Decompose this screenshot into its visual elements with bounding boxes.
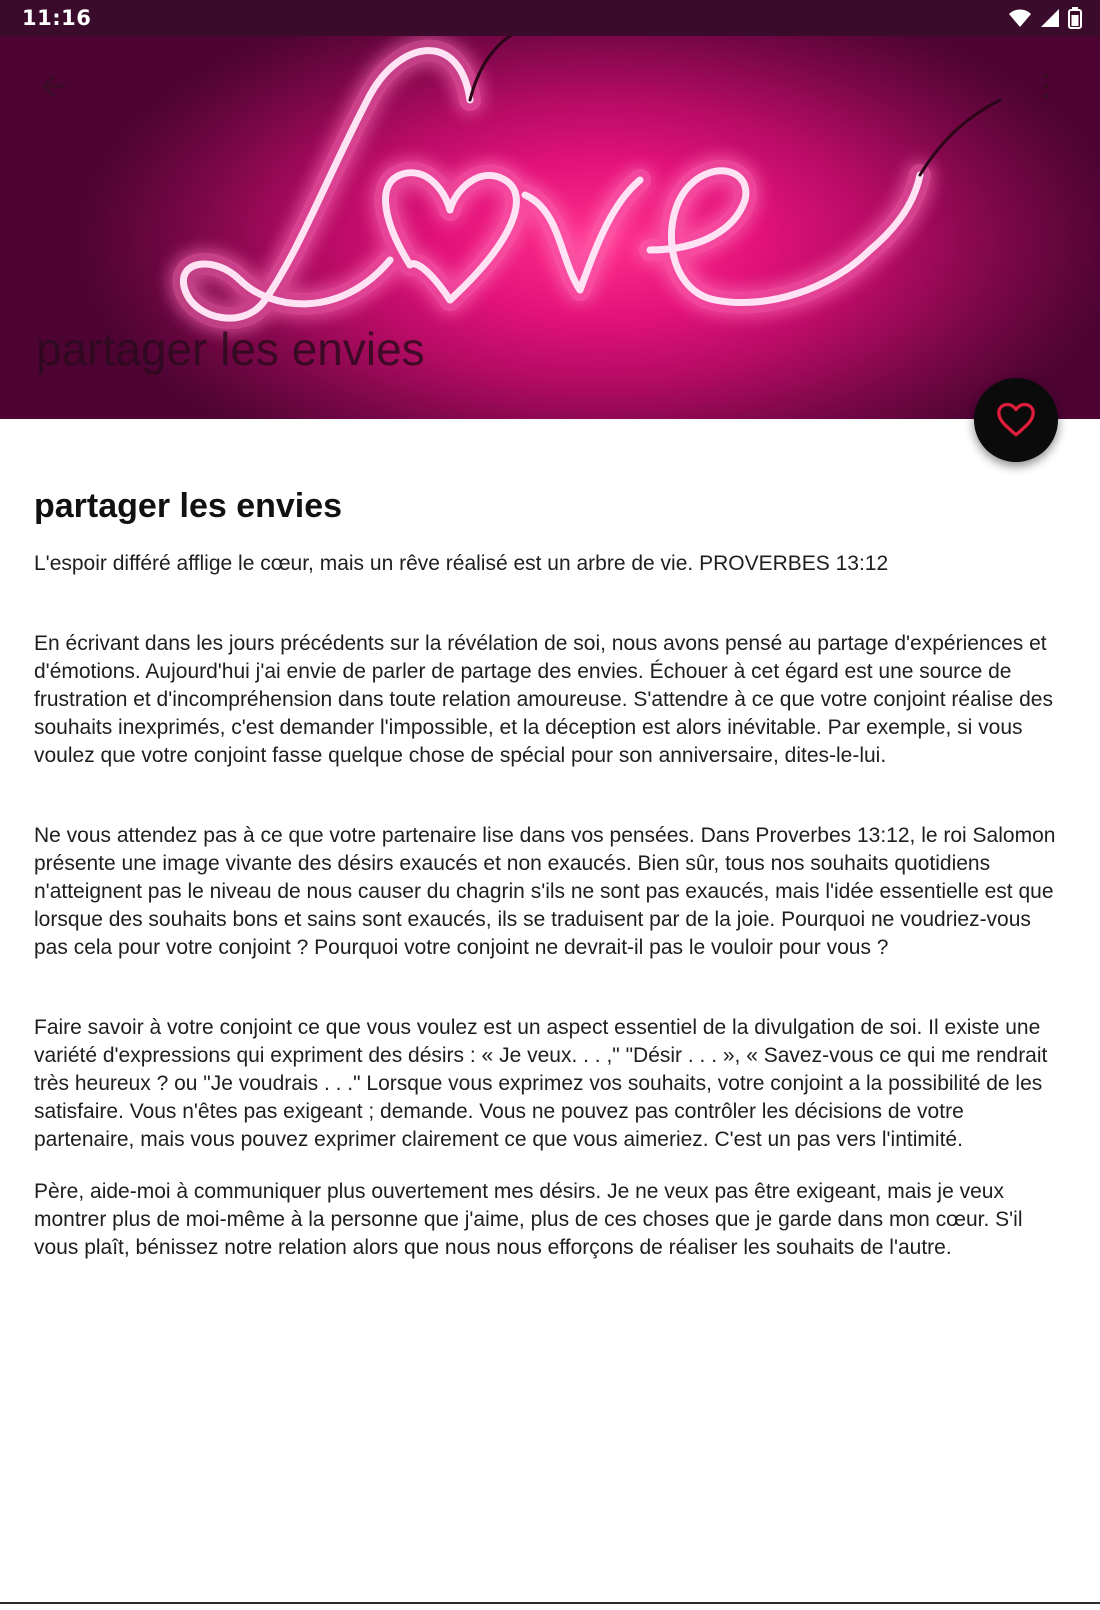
- battery-icon: [1068, 7, 1082, 29]
- header-image: [0, 0, 1100, 419]
- article-paragraph-2: Ne vous attendez pas à ce que votre partenaire lise dans vos pensées. Dans Proverbes 13:12, le roi Salomon présente une image vivante des désirs exaucés et non exaucés. Bien sûr, tous nos souhaits quotidiens n'atteignent pas le niveau de nous causer du chagrin s'ils ne sont pas exaucés, mais l'idée essentielle est que lorsque des souhaits bons et sains sont exaucés, ils se traduisent par de la joie. Pourquoi ne voudriez-vous pas cela pour votre conjoint ? Pourquoi votre conjoint ne devrait-il pas le vouloir pour vous ?: [34, 824, 1056, 959]
- article-paragraph-1: En écrivant dans les jours précédents sur la révélation de soi, nous avons pensé au partage d'expériences et d'émotions. Aujourd'hui j'ai envie de parler de partage des envies. Échouer à cet égard est une source de frustration et d'incompréhension dans toute relation amoureuse. S'attendre à ce que votre conjoint réalise des souhaits inexprimés, c'est demander l'impossible, et la déception est alors inévitable. Par exemple, si vous voulez que votre conjoint fasse quelque chose de spécial pour son anniversaire, dites-le-lui.: [34, 632, 1053, 767]
- status-time: 11:16: [22, 6, 92, 30]
- more-options-button[interactable]: [1032, 62, 1060, 110]
- toolbar-title: partager les envies: [36, 323, 425, 375]
- article-verse: L'espoir différé afflige le cœur, mais un rêve réalisé est un arbre de vie. PROVERBES 13:12: [34, 552, 889, 575]
- article-paragraph-3: Faire savoir à votre conjoint ce que vous voulez est un aspect essentiel de la divulgation de soi. Il existe une variété d'expressions qui expriment des désirs : « Je veux. . . ," "Désir . . . », « Savez-vous ce qui me rendrait très heureux ? ou "Je voudrais . . ." Lorsque vous exprimez vos souhaits, votre conjoint a la possibilité de les satisfaire. Vous n'êtes pas exigeant ; demande. Vous ne pouvez pas contrôler les décisions de votre partenaire, mais vous pouvez exprimer clairement ce que vous aimeriez. C'est un pas vers l'intimité.: [34, 1016, 1048, 1151]
- article-title: partager les envies: [34, 487, 343, 525]
- bottom-divider: [0, 1602, 1100, 1604]
- arrow-left-icon: [39, 71, 69, 101]
- wifi-icon: [1008, 8, 1032, 28]
- back-button[interactable]: [30, 62, 78, 110]
- article: [34, 484, 1066, 1262]
- status-icons: [1008, 7, 1082, 29]
- status-bar: [0, 0, 1100, 36]
- favorite-button[interactable]: [974, 378, 1058, 462]
- article-paragraph-4: Père, aide-moi à communiquer plus ouvertement mes désirs. Je ne veux pas être exigeant, mais je veux montrer plus de moi-même à la personne que j'aime, plus de ces choses que je garde dans mon cœur. S'il vous plaît, bénissez notre relation alors que nous nous efforçons de réaliser les souhaits de l'autre.: [34, 1180, 1023, 1259]
- heart-outline-icon: [996, 402, 1036, 438]
- signal-icon: [1040, 8, 1060, 28]
- more-vertical-icon: [1041, 71, 1051, 101]
